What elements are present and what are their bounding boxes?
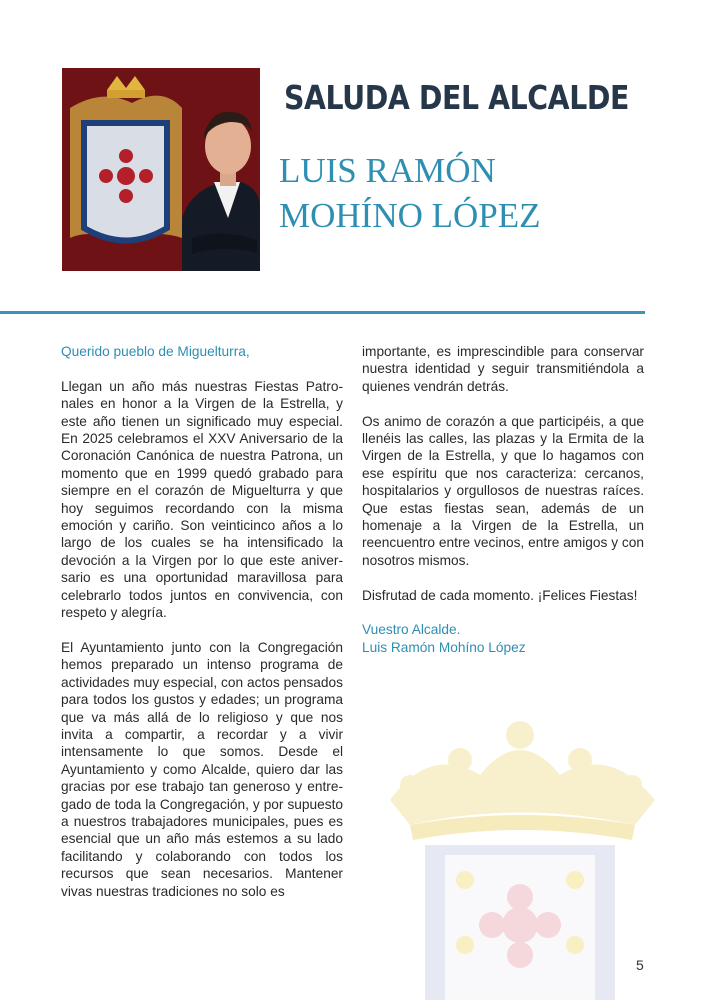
article-column-left: [61, 343, 343, 917]
mayor-portrait-photo: [62, 68, 260, 271]
page-number: 5: [636, 957, 644, 973]
signature-name: Luis Ramón Mohíno López: [362, 639, 526, 655]
mayor-name: [279, 148, 541, 238]
signature: [362, 621, 644, 656]
section-title: SALUDA DEL ALCALDE: [284, 78, 629, 117]
paragraph-2-continued: importante, es imprescindible para conservar nuestra identidad y seguir transmitiéndola a quienes vendrán detrás.: [362, 344, 644, 394]
portrait-illustration: [62, 68, 260, 271]
mayor-name-line1: LUIS RAMÓN: [279, 151, 496, 190]
article-column-right: [362, 343, 644, 674]
paragraph-3: Os animo de corazón a que participéis, a que llenéis las calles, las plazas y la Ermita de la Virgen de la Estrella, y que lo hagamos con ese espíritu que nos caracteriza: cercanos, hospitalarios y orgullosos de nuestras raíces. Que estas fiestas sean, además de un homenaje a la Virgen de la Estrella, un reencuentro entre vecinos, entre amigos y con nosotros mismos.: [362, 413, 644, 568]
paragraph-1: Llegan un año más nuestras Fiestas Patronales en honor a la Virgen de la Estrella, y este año tienen un significado muy especial. En 2025 celebramos el XXV Aniversario de la Coronación Canónica de nuestra Patrona, un momento que en 1999 quedó grabado para siempre en el corazón de Miguelturra y que hoy seguimos recordando con la misma emoción y cariño. Son veinticinco años a lo largo de los cuales se ha intensificado la devoción a la Virgen por lo que este aniversario es una oportunidad maravillosa para celebrarlo todos juntos en convivencia, con respeto y alegría.: [61, 378, 343, 621]
mayor-name-line2: MOHÍNO LÓPEZ: [279, 196, 541, 235]
coat-of-arms-watermark: [370, 705, 670, 1000]
header-divider: [0, 311, 645, 314]
closing-line: Disfrutad de cada momento. ¡Felices Fiestas!: [362, 587, 638, 603]
paragraph-2: El Ayuntamiento junto con la Congregación hemos preparado un intenso programa de actividades muy especial, con actos pensados para todos los gustos y edades; un programa que va más allá de lo religioso y que nos invita a compartir, a recordar y a vivir intensamente lo que somos. Desde el Ayuntamiento y como Alcalde, quiero dar las gracias por ese trabajo tan generoso y entregado de toda la Congregación, y por supuesto a nuestros trabajadores municipales, pues es esencial que un año más estemos a su lado facilitando y colaborando con todos los recursos que sean necesarios. Mantener vivas nuestras tradiciones no solo es: [61, 639, 343, 899]
signature-title: Vuestro Alcalde.: [362, 622, 461, 638]
greeting: Querido pueblo de Miguelturra,: [61, 344, 250, 359]
